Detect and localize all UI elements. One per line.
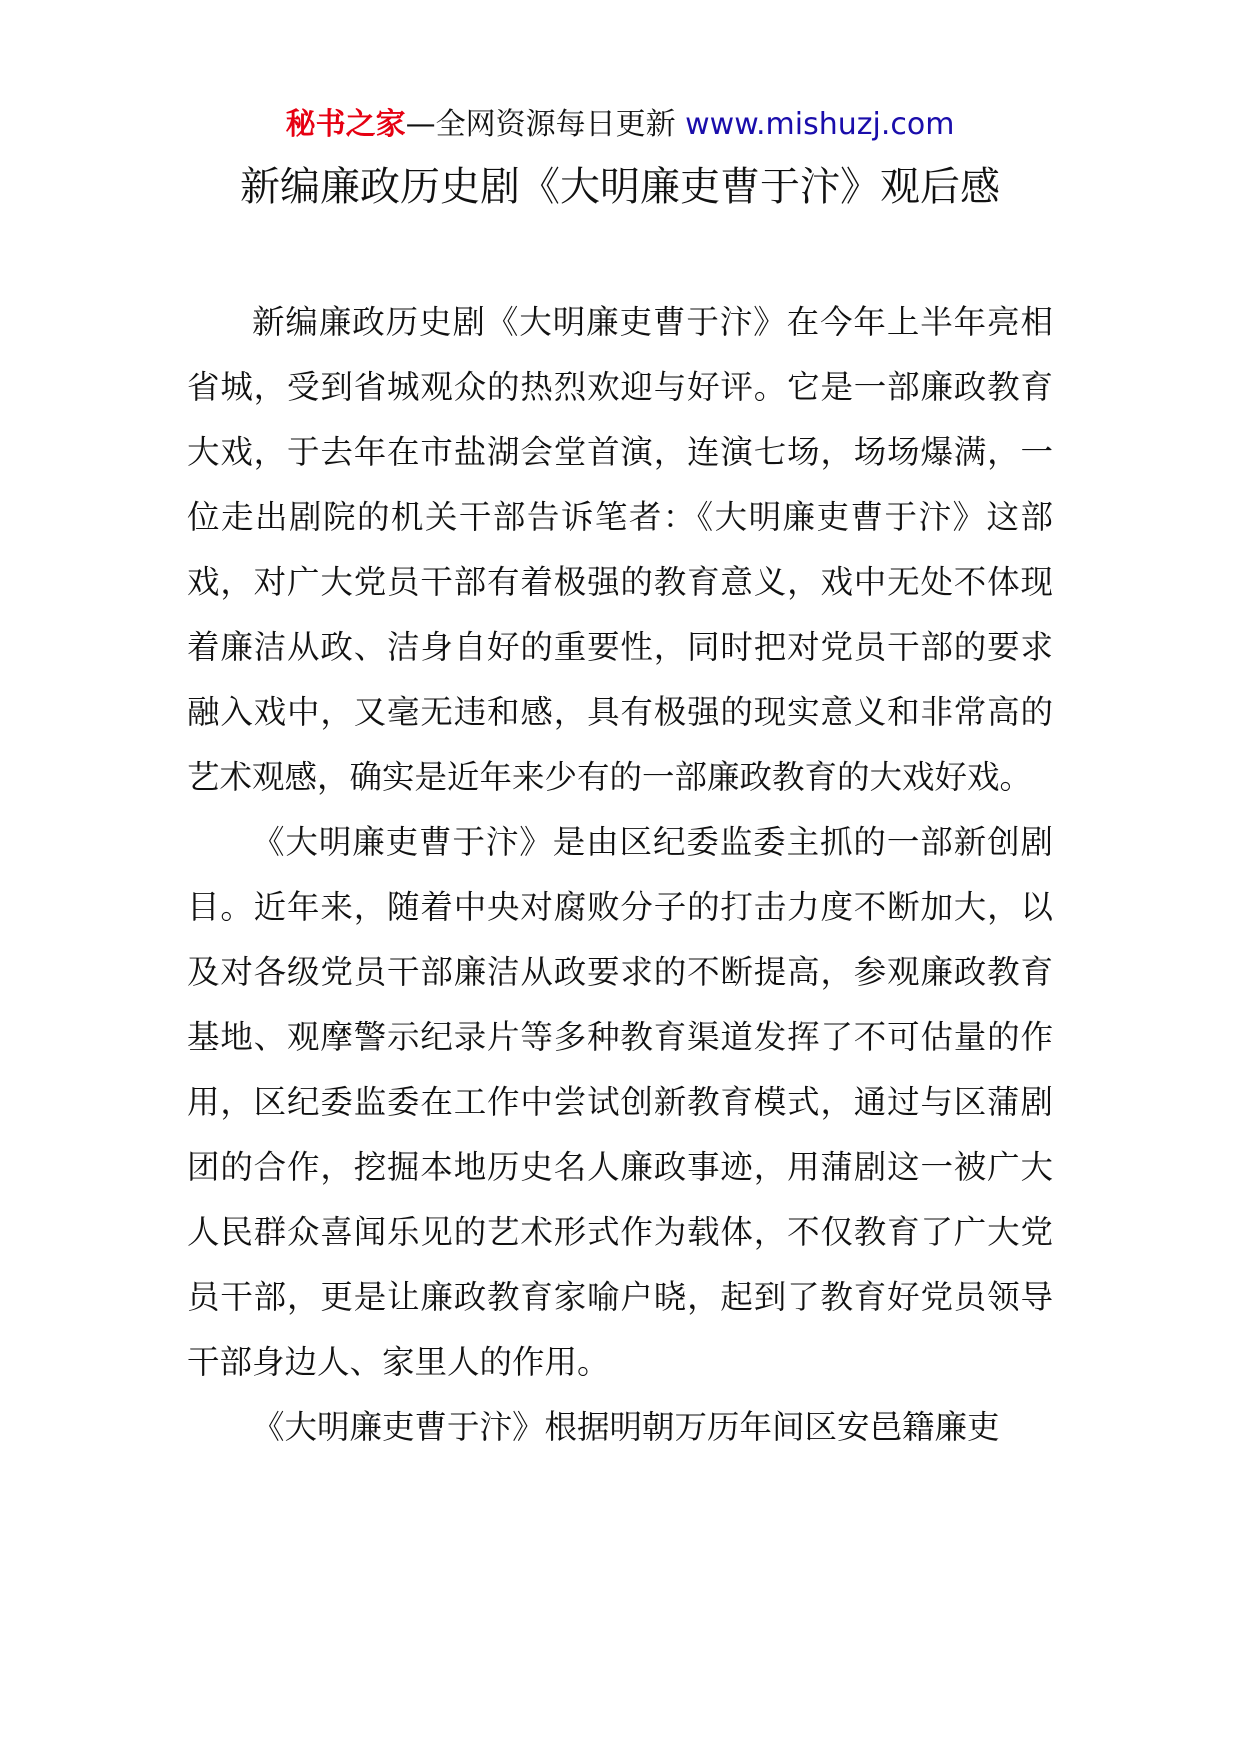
document-body bbox=[187, 290, 1053, 1460]
site-tagline: —全网资源每日更新 bbox=[405, 107, 686, 142]
brand-name: 秘书之家 bbox=[285, 107, 406, 142]
site-url-link[interactable]: www.mishuzj.com bbox=[685, 107, 955, 142]
paragraph: 《大明廉吏曹于汴》是由区纪委监委主抓的一部新创剧目。近年来，随着中央对腐败分子的打击力度不断加大，以及对各级党员干部廉洁从政要求的不断提高，参观廉政教育基地、观摩警示纪录片等多种教育渠道发挥了不可估量的作用，区纪委监委在工作中尝试创新教育模式，通过与区蒲剧团的合作，挖掘本地历史名人廉政事迹，用蒲剧这一被广大人民群众喜闻乐见的艺术形式作为载体，不仅教育了广大党员干部，更是让廉政教育家喻户晓，起到了教育好党员领导干部身边人、家里人的作用。 bbox=[187, 823, 1053, 1381]
document-title: 新编廉政历史剧《大明廉吏曹于汴》观后感 bbox=[240, 164, 1000, 210]
site-header bbox=[0, 103, 1240, 147]
paragraph: 《大明廉吏曹于汴》根据明朝万历年间区安邑籍廉吏 bbox=[252, 1408, 1000, 1446]
paragraph: 新编廉政历史剧《大明廉吏曹于汴》在今年上半年亮相省城，受到省城观众的热烈欢迎与好评。它是一部廉政教育大戏，于去年在市盐湖会堂首演，连演七场，场场爆满，一位走出剧院的机关干部告诉笔者：《大明廉吏曹于汴》这部戏，对广大党员干部有着极强的教育意义，戏中无处不体现着廉洁从政、洁身自好的重要性，同时把对党员干部的要求融入戏中，又毫无违和感，具有极强的现实意义和非常高的艺术观感，确实是近年来少有的一部廉政教育的大戏好戏。 bbox=[187, 303, 1053, 796]
